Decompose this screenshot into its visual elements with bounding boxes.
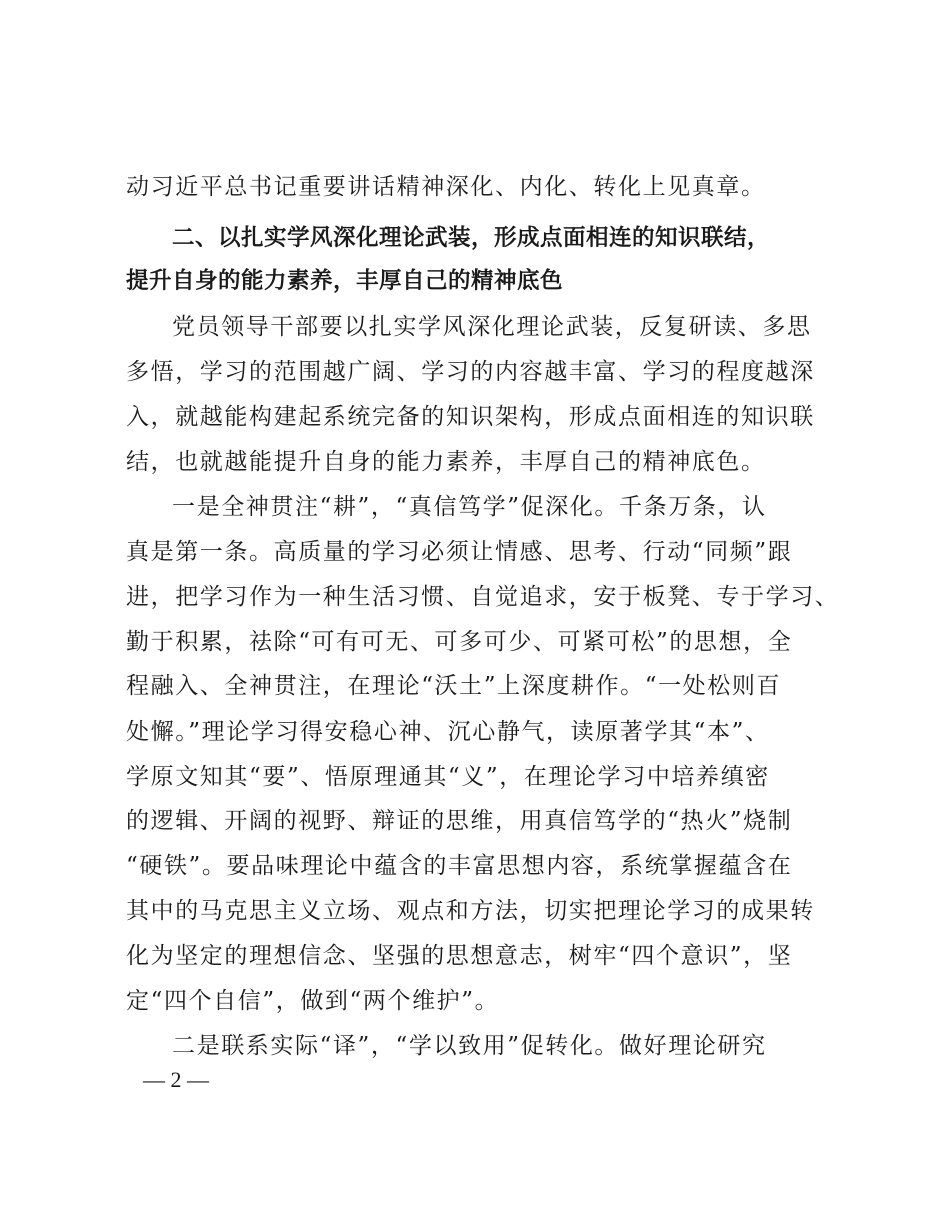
section-heading-line: 二、以扎实学风深化理论武装，形成点面相连的知识联结，: [172, 225, 771, 251]
body-line: 勤于积累，祛除“可有可无、可多可少、可紧可松”的思想，全: [126, 629, 793, 655]
body-line: 结，也就越能提升自身的能力素养，丰厚自己的精神底色。: [126, 449, 766, 475]
body-line: 进，把学习作为一种生活习惯、自觉追求，安于板凳、专于学习、: [126, 584, 840, 610]
body-line: 学原文知其“要”、悟原理通其“义”，在理论学习中培养缜密: [126, 764, 770, 790]
body-line: “硬铁”。要品味理论中蕴含的丰富思想内容，系统掌握蕴含在: [126, 853, 793, 879]
body-line: 程融入、全神贯注，在理论“沃土”上深度耕作。“一处松则百: [126, 673, 782, 699]
page-number: — 2 —: [143, 1067, 209, 1092]
body-line: 其中的马克思主义立场、观点和方法，切实把理论学习的成果转: [126, 898, 815, 924]
body-line: 党员领导干部要以扎实学风深化理论武装，反复研读、多思: [172, 314, 812, 340]
body-line: 二是联系实际“译”，“学以致用”促转化。做好理论研究: [172, 1033, 767, 1059]
body-line: 的逻辑、开阔的视野、辩证的思维，用真信笃学的“热火”烧制: [126, 808, 793, 834]
body-line: 一是全神贯注“耕”，“真信笃学”促深化。千条万条，认: [172, 494, 767, 520]
section-heading-line: 提升自身的能力素养，丰厚自己的精神底色: [126, 268, 564, 294]
body-line: 动习近平总书记重要讲话精神深化、内化、转化上见真章。: [126, 174, 766, 200]
body-line: 多悟，学习的范围越广阔、学习的内容越丰富、学习的程度越深: [126, 359, 815, 385]
body-line: 入，就越能构建起系统完备的知识架构，形成点面相连的知识联: [126, 404, 815, 430]
body-line: 化为坚定的理想信念、坚强的思想意志，树牢“四个意识”，坚: [126, 943, 793, 969]
body-line: 定“四个自信”，做到“两个维护”。: [126, 988, 500, 1014]
body-line: 处懈。”理论学习得安稳心神、沉心静气，读原著学其“本”、: [126, 719, 770, 745]
body-line: 真是第一条。高质量的学习必须让情感、思考、行动“同频”跟: [126, 539, 793, 565]
